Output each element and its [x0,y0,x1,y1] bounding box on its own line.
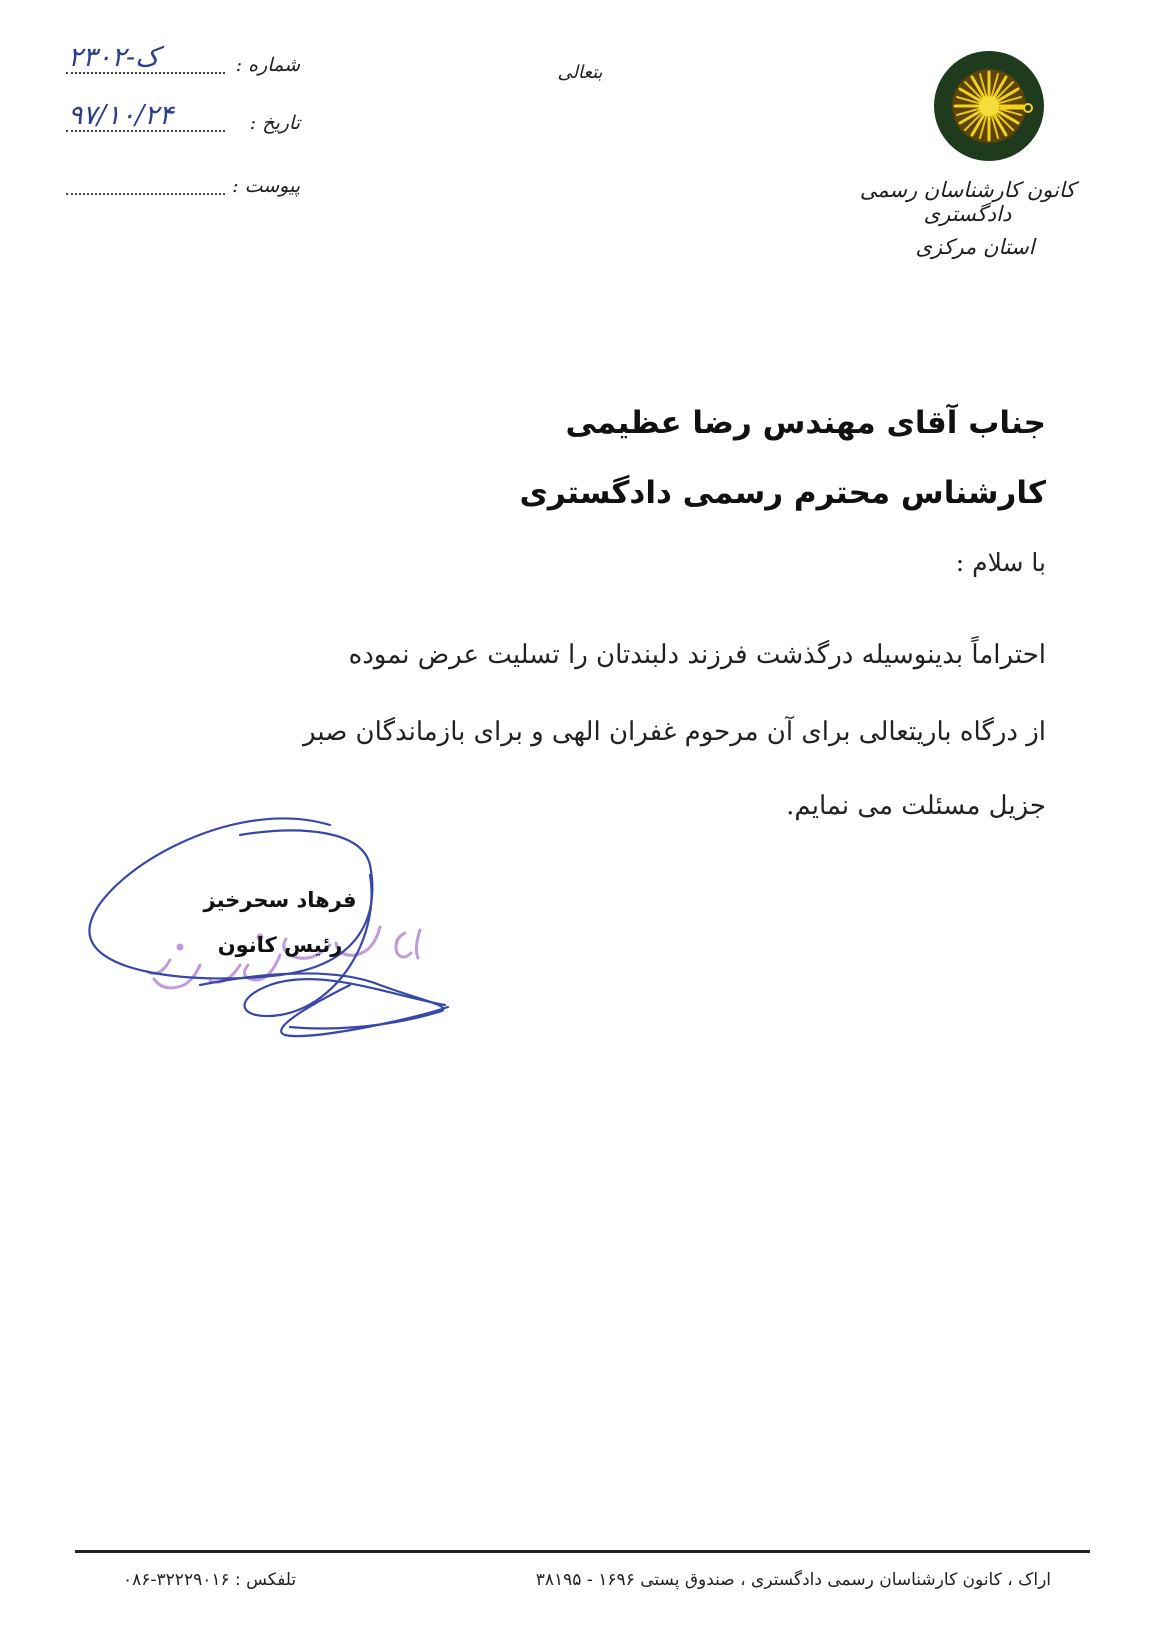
signatory-title: رئیس کانون [217,933,343,957]
letter-number-label: شماره : [235,54,300,76]
recipient-line-2: کارشناس محترم رسمی دادگستری [519,475,1046,511]
letter-attachment-label: پیوست : [232,175,300,197]
body-line-2: از درگاه باریتعالی برای آن مرحوم غفران الهی و برای بازماندگان صبر [303,717,1046,747]
organization-name: کانون کارشناسان رسمی دادگستری [859,178,1076,226]
footer-divider [75,1550,1090,1553]
letter-number-value: ۲۳۰۲-ک [68,42,160,73]
signatory-name: فرهاد سحرخیز [203,888,357,912]
letter-attachment-dotted-line [66,193,225,195]
organization-emblem-icon [933,50,1045,162]
letter-date-field [30,100,300,140]
letter-attachment-field [30,163,300,203]
organization-province: استان مرکزی [915,235,1035,259]
body-line-3: جزیل مسئلت می نمایم. [786,791,1046,821]
footer-address: اراک ، کانون کارشناسان رسمی دادگستری ، صندوق پستی ۱۶۹۶ - ۳۸۱۹۵ [535,1570,1051,1590]
footer-fax: تلفکس : ۳۲۲۲۹۰۱۶-۰۸۶ [123,1570,297,1590]
letter-date-value: ۹۷/۱۰/۲۴ [68,100,174,131]
greeting: با سلام : [955,548,1046,577]
letter-number-field [30,42,300,82]
letter-date-label: تاریخ : [249,112,300,134]
recipient-line-1: جناب آقای مهندس رضا عظیمی [565,405,1046,441]
body-line-1: احتراماً بدینوسیله درگذشت فرزند دلبندتان را تسلیت عرض نموده [348,640,1046,670]
invocation: بتعالی [557,62,603,83]
